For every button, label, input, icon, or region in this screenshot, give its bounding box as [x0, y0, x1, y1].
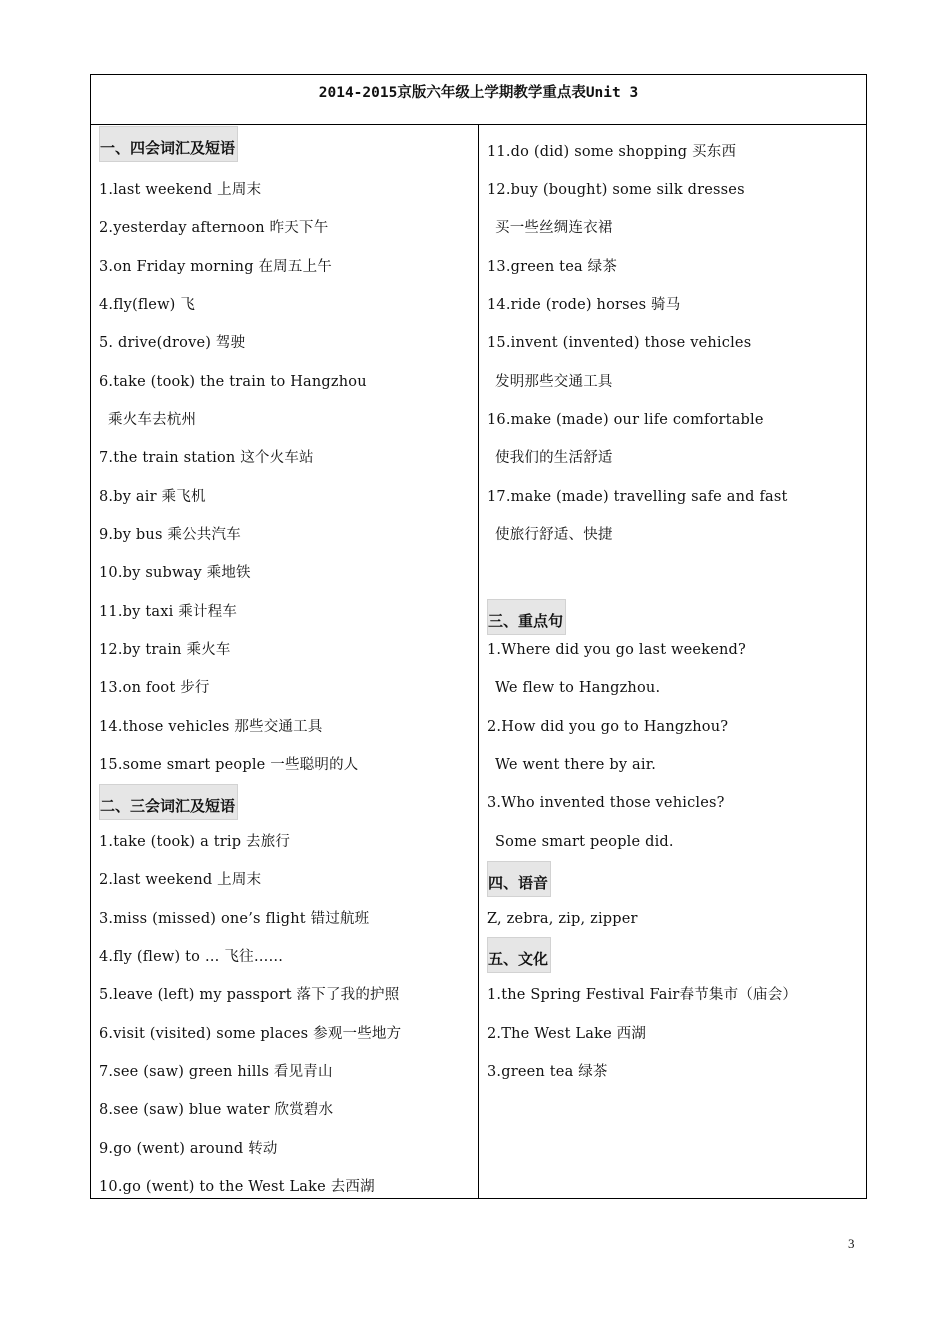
sentence-answer: Some smart people did.	[495, 834, 674, 850]
list-item: 5.leave (left) my passport 落下了我的护照	[99, 987, 400, 1003]
list-item: 10.by subway 乘地铁	[99, 565, 251, 581]
list-item: 1.last weekend 上周末	[99, 182, 262, 198]
list-item-translation: 使旅行舒适、快捷	[495, 527, 613, 543]
list-item: 2.yesterday afternoon 昨天下午	[99, 220, 329, 236]
sentence: 2.How did you go to Hangzhou?	[487, 719, 729, 735]
list-item: 7.see (saw) green hills 看见青山	[99, 1064, 333, 1080]
list-item-translation: 买一些丝绸连衣裙	[495, 220, 613, 236]
list-item: 17.make (made) travelling safe and fast	[487, 489, 788, 505]
page-number: 3	[848, 1236, 855, 1251]
list-item: 12.by train 乘火车	[99, 642, 231, 658]
list-item: 6.take (took) the train to Hangzhou	[99, 374, 367, 390]
list-item: 12.buy (bought) some silk dresses	[487, 182, 745, 198]
section-heading-phonics: 四、语音	[487, 861, 551, 897]
list-item: 5. drive(drove) 驾驶	[99, 335, 246, 351]
list-item: 3.miss (missed) one’s flight 错过航班	[99, 911, 370, 927]
right-column	[479, 125, 866, 1198]
sentence-answer: We flew to Hangzhou.	[495, 680, 661, 696]
phonics-item: Z, zebra, zip, zipper	[487, 911, 638, 927]
list-item: 11.by taxi 乘计程车	[99, 604, 238, 620]
culture-item: 2.The West Lake 西湖	[487, 1026, 647, 1042]
section-heading-culture: 五、文化	[487, 937, 551, 973]
sentence: 3.Who invented those vehicles?	[487, 795, 725, 811]
key-points-table	[90, 74, 867, 1199]
list-item: 9.go (went) around 转动	[99, 1141, 278, 1157]
section-heading-key-sentences: 三、重点句	[487, 599, 566, 635]
list-item: 9.by bus 乘公共汽车	[99, 527, 241, 543]
list-item: 15.invent (invented) those vehicles	[487, 335, 752, 351]
list-item: 15.some smart people 一些聪明的人	[99, 757, 359, 773]
list-item: 10.go (went) to the West Lake 去西湖	[99, 1179, 375, 1195]
list-item: 1.take (took) a trip 去旅行	[99, 834, 291, 850]
page-title: 2014-2015京版六年级上学期教学重点表Unit 3	[318, 85, 639, 101]
list-item: 11.do (did) some shopping 买东西	[487, 144, 737, 160]
list-item-translation: 发明那些交通工具	[495, 374, 613, 390]
culture-item: 1.the Spring Festival Fair春节集市（庙会）	[487, 987, 798, 1003]
list-item: 14.ride (rode) horses 骑马	[487, 297, 681, 313]
list-item: 16.make (made) our life comfortable	[487, 412, 764, 428]
left-column	[91, 125, 479, 1198]
culture-item: 3.green tea 绿茶	[487, 1064, 608, 1080]
sentence: 1.Where did you go last weekend?	[487, 642, 746, 658]
list-item-translation: 乘火车去杭州	[108, 412, 197, 428]
list-item: 3.on Friday morning 在周五上午	[99, 259, 332, 275]
list-item: 2.last weekend 上周末	[99, 872, 262, 888]
list-item: 4.fly (flew) to … 飞往……	[99, 949, 284, 965]
list-item: 4.fly(flew) 飞	[99, 297, 196, 313]
list-item: 14.those vehicles 那些交通工具	[99, 719, 323, 735]
list-item: 8.see (saw) blue water 欣赏碧水	[99, 1102, 334, 1118]
list-item-translation: 使我们的生活舒适	[495, 450, 613, 466]
section-heading-three-skill-vocab: 二、三会词汇及短语	[99, 784, 238, 820]
title-row	[91, 75, 866, 125]
sentence-answer: We went there by air.	[495, 757, 657, 773]
list-item: 8.by air 乘飞机	[99, 489, 206, 505]
list-item: 6.visit (visited) some places 参观一些地方	[99, 1026, 402, 1042]
list-item: 7.the train station 这个火车站	[99, 450, 314, 466]
section-heading-four-skill-vocab: 一、四会词汇及短语	[99, 126, 238, 162]
list-item: 13.on foot 步行	[99, 680, 210, 696]
list-item: 13.green tea 绿茶	[487, 259, 618, 275]
